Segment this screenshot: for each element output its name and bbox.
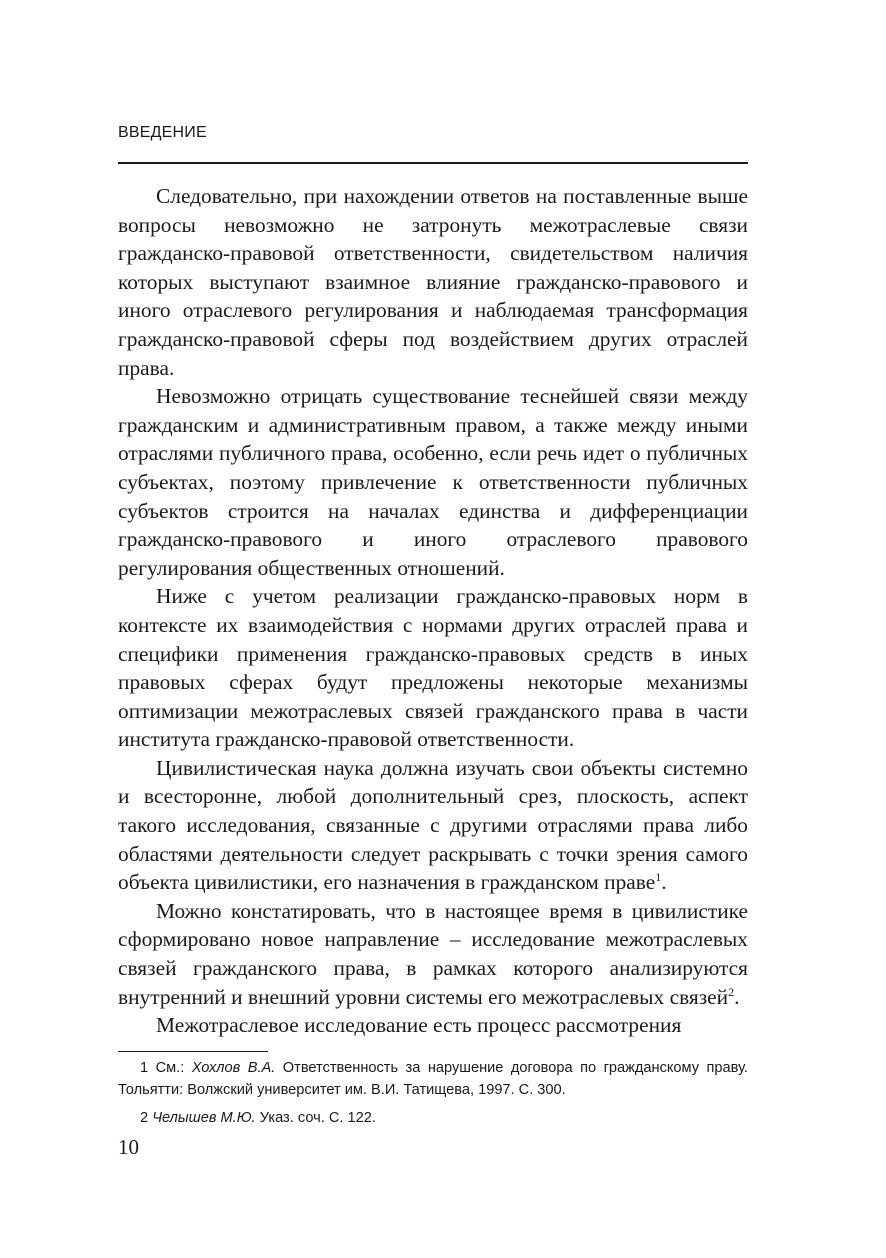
- paragraph-tail: .: [661, 870, 667, 895]
- footnotes: [118, 1057, 748, 1129]
- paragraph: Межотраслевое исследование есть процесс рассмотрения: [156, 1013, 682, 1038]
- footnote: [118, 1057, 748, 1101]
- footnote-rule: [118, 1051, 268, 1052]
- header-rule: [118, 162, 748, 164]
- running-header: ВВЕДЕНИЕ: [118, 124, 207, 141]
- footnote-number: 1: [140, 1060, 149, 1076]
- paragraph-text: Цивилистическая наука должна изучать свои объекты системно и всесторонне, любой дополнительный срез, плоскость, аспект такого исследования, связанные с другими отраслями права либо областями деятельности следует раскрывать с точки зрения самого объекта цивилистики, его назначения в гражданском праве: [118, 755, 748, 895]
- footnote-number: 2: [140, 1110, 149, 1126]
- footnote-text: Ответственность за нарушение договора по гражданскому праву. Тольятти: Волжский университет им. В.И. Татищева, 1997. С. 300.: [118, 1060, 748, 1098]
- footnote-prefix: См.:: [155, 1060, 185, 1076]
- paragraph: [118, 897, 748, 1011]
- paragraph-text: Можно констатировать, что в настоящее время в цивилистике сформировано новое направление – исследование межотраслевых связей гражданского права, в рамках которого анализируются внутренний и внешний уровни системы его межотраслевых связей: [118, 898, 748, 1009]
- footnote-author: Челышев М.Ю.: [152, 1110, 256, 1126]
- paragraph: [118, 754, 748, 897]
- footnote-author: Хохлов В.А.: [191, 1060, 276, 1076]
- footnote: [118, 1107, 748, 1129]
- paragraph: Невозможно отрицать существование теснейшей связи между гражданским и административным правом, а также между иными отраслями публичного права, особенно, если речь идет о публичных субъектах, поэтому привлечение к ответственности публичных субъектов строится на началах единства и дифференциации гражданско-правового и иного отраслевого правового регулирования общественных отношений.: [118, 384, 748, 580]
- paragraph: Следовательно, при нахождении ответов на поставленные выше вопросы невозможно не затронуть межотраслевые связи гражданско-правовой ответственности, свидетельством наличия которых выступают взаимное влияние гражданско-правового и иного отраслевого регулирования и наблюдаемая трансформация гражданско-правовой сферы под воздействием других отраслей права.: [118, 184, 748, 380]
- paragraph: Ниже с учетом реализации гражданско-правовых норм в контексте их взаимодействия с нормами других отраслей права и специфики применения гражданско-правовых средств в иных правовых сферах будут предложены некоторые механизмы оптимизации межотраслевых связей гражданского права в части института гражданско-правовой ответственности.: [118, 584, 748, 752]
- paragraph-tail: .: [734, 984, 740, 1009]
- footnote-reference[interactable]: 1: [655, 870, 662, 885]
- main-text: [118, 182, 748, 1040]
- page-number: 10: [118, 1135, 139, 1159]
- footnote-text: Указ. соч. С. 122.: [259, 1110, 376, 1126]
- footnote-reference[interactable]: 2: [728, 984, 735, 999]
